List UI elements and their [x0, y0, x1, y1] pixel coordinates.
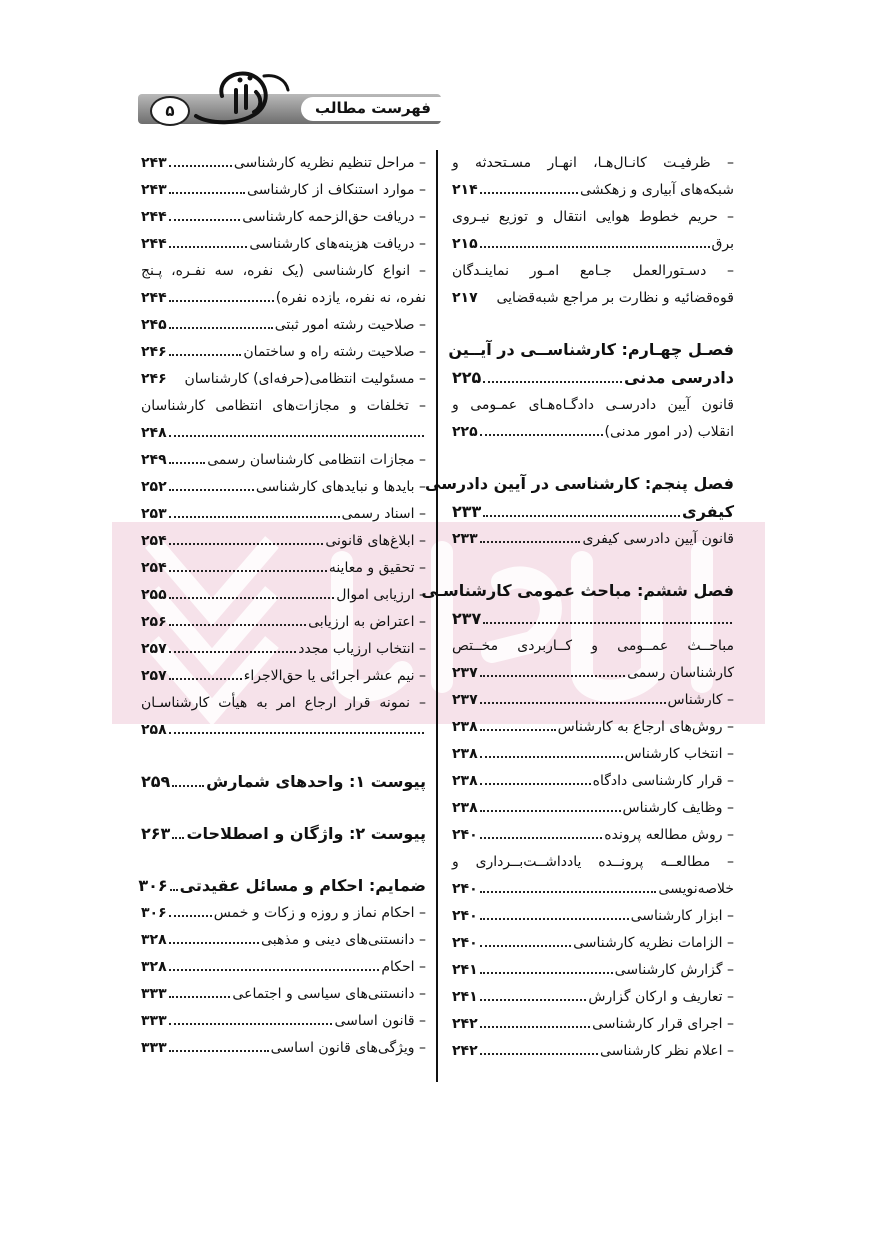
toc-page-number: ۲۴۰ — [452, 827, 478, 843]
dot-leader — [483, 515, 680, 517]
toc-entry[interactable] — [141, 366, 426, 393]
toc-page-number: ۲۵۷ — [141, 668, 167, 684]
page-header — [138, 90, 441, 128]
dot-leader — [169, 165, 232, 167]
toc-entry-title: دادرسی مدنی — [624, 368, 734, 387]
dot-leader — [480, 541, 581, 543]
dot-leader — [169, 570, 327, 572]
toc-entry-line: – ظرفیـت کانـال‌هـا، انهـار مسـتحدثه و — [452, 155, 734, 171]
toc-page-number: ۲۵۷ — [141, 641, 167, 657]
dot-leader — [169, 678, 242, 680]
toc-entry[interactable] — [452, 177, 734, 204]
dot-leader — [170, 889, 178, 891]
toc-entry-line: – نمونه قرار ارجاع امر به هیأت کارشناسـان — [141, 695, 426, 711]
toc-page-number: ۲۱۴ — [452, 182, 478, 198]
section-gap — [452, 553, 734, 577]
toc-page-number: ۲۵۳ — [141, 506, 167, 522]
toc-entry[interactable] — [141, 474, 426, 501]
toc-entry-title: – ارزیابی اموال — [336, 587, 426, 603]
toc-entry[interactable] — [141, 177, 426, 204]
dot-leader — [483, 622, 732, 624]
toc-page-number: ۲۴۹ — [141, 452, 167, 468]
toc-entry[interactable] — [141, 900, 426, 927]
toc-entry[interactable] — [452, 526, 734, 553]
toc-entry[interactable] — [141, 609, 426, 636]
section-gap — [452, 312, 734, 336]
toc-entry[interactable] — [141, 582, 426, 609]
toc-entry-title: – اعتراض به ارزیابی — [308, 614, 426, 630]
toc-entry[interactable] — [141, 231, 426, 258]
toc-page-number: ۲۴۲ — [452, 1016, 478, 1032]
toc-entry-title: – تعاریف و ارکان گزارش — [588, 989, 734, 1005]
toc-page-number: ۲۴۴ — [141, 236, 167, 252]
toc-page-number: ۲۴۳ — [141, 155, 167, 171]
toc-entry[interactable] — [452, 660, 734, 687]
toc-entry[interactable] — [452, 795, 734, 822]
toc-entry-title: – الزامات نظریه کارشناسی — [573, 935, 734, 951]
toc-entry[interactable] — [452, 876, 734, 903]
dot-leader — [480, 729, 556, 731]
toc-entry[interactable] — [452, 957, 734, 984]
dot-leader — [169, 516, 340, 518]
dot-leader — [169, 651, 297, 653]
toc-chapter-entry[interactable] — [452, 498, 734, 526]
toc-entry-title: خلاصه‌نویسی — [658, 881, 734, 897]
toc-entry[interactable] — [452, 822, 734, 849]
toc-entry-line: – دسـتورالعمل جـامع امـور نماینـدگان — [452, 263, 734, 279]
toc-page-number: ۲۴۶ — [141, 371, 167, 387]
toc-page-number: ۳۳۳ — [141, 1013, 167, 1029]
toc-entry-title: ضمایم: احکام و مسائل عقیدتی — [179, 876, 426, 895]
toc-entry-title: – تحقیق و معاینه — [328, 560, 426, 576]
toc-page-number: ۲۴۴ — [141, 290, 167, 306]
toc-entry[interactable] — [141, 1008, 426, 1035]
dot-leader — [483, 381, 622, 383]
toc-entry[interactable] — [141, 663, 426, 690]
dot-leader — [169, 435, 424, 437]
toc-entry[interactable] — [452, 1038, 734, 1065]
toc-entry-title: – مراحل تنظیم نظریه کارشناسی — [233, 155, 426, 171]
toc-entry-title: – اعلام نظر کارشناسی — [599, 1043, 734, 1059]
dot-leader — [480, 810, 621, 812]
dot-leader — [480, 972, 613, 974]
toc-page-number: ۲۵۹ — [141, 772, 171, 791]
toc-page-number: ۳۳۳ — [141, 1040, 167, 1056]
toc-entry-title: کارشناسان رسمی — [627, 665, 734, 681]
toc-entry-title: – انتخاب کارشناس — [624, 746, 734, 762]
toc-entry-title: – بایدها و نبایدهای کارشناسی — [255, 479, 426, 495]
toc-entry-title: پیوست ۱: واحدهای شمارش — [206, 772, 426, 791]
toc-page-number: ۲۳۸ — [452, 773, 478, 789]
toc-entry[interactable] — [452, 419, 734, 446]
dot-leader — [169, 219, 241, 221]
toc-entry[interactable] — [452, 1011, 734, 1038]
toc-page-number: ۲۴۰ — [452, 881, 478, 897]
dot-leader — [172, 837, 184, 839]
toc-entry-title: شبکه‌های آبیاری و زهکشی — [580, 182, 734, 198]
toc-entry[interactable] — [452, 768, 734, 795]
column-divider — [436, 150, 438, 1082]
dot-leader — [169, 1023, 333, 1025]
dot-leader — [480, 192, 578, 194]
toc-entry[interactable] — [141, 717, 426, 744]
toc-entry-title: قوه‌قضائیه و نظارت بر مراجع شبه‌قضایی — [496, 290, 734, 306]
toc-page-number: ۲۱۷ — [452, 290, 478, 306]
toc-entry[interactable] — [452, 930, 734, 957]
dot-leader — [169, 969, 380, 971]
toc-page-number: ۲۲۵ — [452, 368, 482, 387]
toc-left-column — [138, 150, 426, 1062]
toc-page-number: ۲۳۳ — [452, 531, 478, 547]
toc-entry[interactable] — [452, 714, 734, 741]
toc-page-number: ۲۵۲ — [141, 479, 167, 495]
dot-leader — [169, 462, 206, 464]
toc-entry[interactable] — [141, 927, 426, 954]
toc-page-number: ۲۳۷ — [452, 609, 482, 628]
toc-entry[interactable] — [452, 231, 734, 258]
toc-entry[interactable] — [452, 687, 734, 714]
dot-leader — [169, 624, 306, 626]
toc-entry[interactable] — [141, 150, 426, 177]
toc-entry[interactable] — [452, 285, 734, 312]
toc-entry-title: انقلاب (در امور مدنی) — [604, 424, 734, 440]
toc-entry-title: قانون آیین دادرسی کیفری — [582, 531, 734, 547]
toc-page-number: ۲۱۵ — [452, 236, 478, 252]
toc-page-number: ۲۳۷ — [452, 665, 478, 681]
dot-leader — [169, 543, 324, 545]
toc-entry-title: پیوست ۲: واژگان و اصطلاحات — [186, 824, 426, 843]
section-gap — [141, 848, 426, 872]
dot-leader — [169, 597, 335, 599]
toc-entry[interactable] — [141, 204, 426, 231]
toc-page-number: ۲۳۸ — [452, 800, 478, 816]
toc-page-number: ۳۰۶ — [141, 905, 167, 921]
dot-leader — [169, 327, 273, 329]
dot-leader — [480, 891, 657, 893]
toc-entry-line: قانون آیین دادرسـی دادگـاه‌هـای عمـومی و — [452, 397, 734, 413]
dot-leader — [169, 942, 259, 944]
toc-entry[interactable] — [141, 501, 426, 528]
toc-chapter-heading: فصل ششم: مباحث عمومی کارشناسـی — [421, 581, 734, 600]
dot-leader — [169, 996, 231, 998]
toc-page-number: ۲۴۱ — [452, 989, 478, 1005]
toc-entry-title: – ابلاغ‌های قانونی — [325, 533, 426, 549]
toc-page-number: ۲۳۳ — [452, 502, 482, 521]
dot-leader — [480, 945, 571, 947]
toc-entry[interactable] — [141, 528, 426, 555]
toc-chapter-entry[interactable] — [452, 364, 734, 392]
dot-leader — [480, 434, 603, 436]
toc-entry-line: – تخلفات و مجازات‌های انتظامی کارشناسان — [141, 398, 426, 414]
toc-entry-title: – دانستنی‌های دینی و مذهبی — [261, 932, 426, 948]
toc-page-number: ۲۲۵ — [452, 424, 478, 440]
toc-page-number: ۲۵۶ — [141, 614, 167, 630]
toc-entry-title: – ابزار کارشناسی — [630, 908, 734, 924]
toc-entry-line: مباحــث عمــومی و کــاربردی مخــتص — [452, 638, 734, 654]
toc-chapter-entry[interactable] — [138, 872, 426, 900]
toc-entry[interactable] — [141, 447, 426, 474]
toc-chapter-entry[interactable] — [141, 768, 426, 796]
toc-page-number: ۲۴۰ — [452, 908, 478, 924]
page-title: فهرست مطالب — [315, 99, 431, 117]
dot-leader — [480, 756, 623, 758]
toc-entry-line: – حریم خطوط هوایی انتقال و توزیع نیـروی — [452, 209, 734, 225]
toc-entry-title: – صلاحیت رشته امور ثبتی — [274, 317, 426, 333]
toc-entry-title: – اجرای قرار کارشناسی — [592, 1016, 734, 1032]
toc-entry-title: – موارد استنکاف از کارشناسی — [247, 182, 426, 198]
toc-page-number: ۲۳۷ — [452, 692, 478, 708]
toc-entry[interactable] — [452, 903, 734, 930]
page-number: ۵ — [150, 96, 190, 126]
section-gap — [141, 744, 426, 768]
toc-entry-title: – روش مطالعه پرونده — [604, 827, 734, 843]
dot-leader — [169, 354, 242, 356]
section-gap — [452, 446, 734, 470]
dot-leader — [480, 837, 603, 839]
dot-leader — [480, 246, 710, 248]
toc-page-number: ۲۴۶ — [141, 344, 167, 360]
toc-entry-title: – ویژگی‌های قانون اساسی — [270, 1040, 426, 1056]
toc-entry[interactable] — [141, 420, 426, 447]
dot-leader — [480, 783, 591, 785]
toc-right-column — [421, 150, 734, 1065]
toc-entry-line: – مطالعــه پرونــده یادداشــت‌بــرداری و — [452, 854, 734, 870]
toc-entry-title: – اسناد رسمی — [341, 506, 426, 522]
dot-leader — [169, 192, 245, 194]
toc-page-number: ۳۲۸ — [141, 932, 167, 948]
toc-entry-title: – روش‌های ارجاع به کارشناس — [557, 719, 734, 735]
dot-leader — [480, 675, 625, 677]
toc-chapter-entry[interactable] — [452, 605, 734, 633]
dot-leader — [480, 702, 666, 704]
toc-entry-title: – قانون اساسی — [334, 1013, 426, 1029]
toc-chapter-heading: فصـل چهـارم: کارشناســی در آیــین — [448, 340, 734, 359]
toc-page-number: ۲۳۸ — [452, 719, 478, 735]
toc-page-number: ۳۳۳ — [141, 986, 167, 1002]
toc-entry-title: – دریافت حق‌الزحمه کارشناسی — [242, 209, 426, 225]
dot-leader — [169, 732, 424, 734]
toc-page-number: ۲۴۱ — [452, 962, 478, 978]
toc-page-number: ۳۲۸ — [141, 959, 167, 975]
toc-page-number: ۲۵۴ — [141, 560, 167, 576]
toc-page-number: ۲۳۸ — [452, 746, 478, 762]
toc-entry-title: – قرار کارشناسی دادگاه — [592, 773, 734, 789]
dot-leader — [169, 489, 254, 491]
toc-entry[interactable] — [141, 981, 426, 1008]
toc-entry-title: نفره، نه نفره، یازده نفره) — [275, 290, 426, 306]
toc-page-number: ۲۴۴ — [141, 209, 167, 225]
toc-entry[interactable] — [452, 741, 734, 768]
toc-entry[interactable] — [452, 984, 734, 1011]
toc-entry-title: – احکام نماز و روزه و زکات و خمس — [213, 905, 426, 921]
toc-page-number: ۲۴۲ — [452, 1043, 478, 1059]
toc-page-number: ۲۶۳ — [141, 824, 171, 843]
dot-leader — [480, 1053, 598, 1055]
toc-entry[interactable] — [141, 636, 426, 663]
toc-entry-title: – وظایف کارشناس — [622, 800, 734, 816]
toc-entry-title: – مسئولیت انتظامی(حرفه‌ای) کارشناسان — [184, 371, 426, 387]
toc-entry[interactable] — [141, 555, 426, 582]
toc-chapter-entry[interactable] — [141, 820, 426, 848]
toc-page-number: ۲۵۵ — [141, 587, 167, 603]
dot-leader — [169, 1050, 269, 1052]
section-gap — [141, 796, 426, 820]
dot-leader — [480, 999, 587, 1001]
toc-page-number: ۲۵۸ — [141, 722, 167, 738]
toc-entry-title: – انتخاب ارزیاب مجدد — [298, 641, 426, 657]
toc-entry-line: – انواع کارشناسی (یک نفره، سه نفـره، پـنج — [141, 263, 426, 279]
toc-entry[interactable] — [141, 1035, 426, 1062]
toc-page-number: ۲۴۳ — [141, 182, 167, 198]
toc-page-number: ۲۵۴ — [141, 533, 167, 549]
toc-chapter-heading: فصل پنجم: کارشناسی در آیین دادرسی — [425, 474, 734, 493]
dot-leader — [480, 1026, 591, 1028]
toc-page-number: ۲۴۰ — [452, 935, 478, 951]
toc-entry[interactable] — [141, 954, 426, 981]
dot-leader — [172, 785, 204, 787]
toc-entry-title: – نیم عشر اجرائی یا حق‌الاجراء — [243, 668, 426, 684]
dot-leader — [480, 918, 629, 920]
toc-entry-title: – احکام — [381, 959, 426, 975]
toc-entry-title: کیفری — [682, 502, 734, 521]
toc-entry[interactable] — [141, 312, 426, 339]
toc-entry[interactable] — [141, 285, 426, 312]
dot-leader — [169, 300, 274, 302]
toc-page-number: ۲۴۵ — [141, 317, 167, 333]
toc-entry-title: – صلاحیت رشته راه و ساختمان — [243, 344, 426, 360]
dot-leader — [169, 246, 248, 248]
toc-entry-title: برق — [711, 236, 734, 252]
toc-entry-title: – کارشناس — [667, 692, 734, 708]
toc-page-number: ۳۰۶ — [138, 876, 168, 895]
toc-entry-title: – دریافت هزینه‌های کارشناسی — [249, 236, 426, 252]
toc-entry-title: – مجازات انتظامی کارشناسان رسمی — [207, 452, 426, 468]
toc-entry-title: – دانستنی‌های سیاسی و اجتماعی — [232, 986, 426, 1002]
toc-page-number: ۲۴۸ — [141, 425, 167, 441]
toc-entry[interactable] — [141, 339, 426, 366]
dot-leader — [169, 915, 212, 917]
publisher-logo-icon — [188, 68, 298, 128]
toc-entry-title: – گزارش کارشناسی — [614, 962, 734, 978]
